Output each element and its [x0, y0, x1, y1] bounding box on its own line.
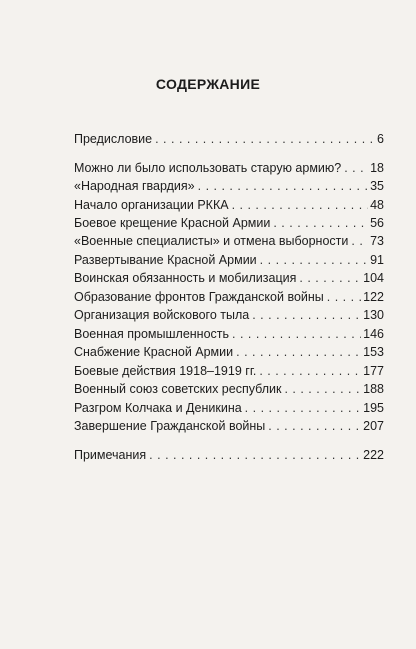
toc-entry [74, 306, 384, 324]
toc-entry-page: 207 [363, 419, 384, 433]
toc-leader-dots [299, 269, 361, 287]
toc-leader-dots [273, 214, 368, 232]
toc-entry-title: «Народная гвардия» [74, 179, 195, 193]
toc-entry [74, 325, 384, 343]
toc-entry [74, 343, 384, 361]
toc-entry-title: «Военные специалисты» и отмена выборности [74, 234, 349, 248]
page-title: СОДЕРЖАНИЕ [155, 76, 261, 92]
toc-leader-dots [260, 251, 368, 269]
toc-leader-dots [198, 177, 368, 195]
toc-leader-dots [259, 362, 361, 380]
toc-entry-notes [74, 446, 384, 464]
toc-leader-dots [232, 196, 369, 214]
toc-leader-dots [245, 399, 361, 417]
toc-entry [74, 251, 384, 269]
toc-entry [74, 288, 384, 306]
toc-leader-dots [236, 343, 361, 361]
toc-leader-dots [351, 232, 368, 250]
toc-leader-dots [252, 306, 361, 324]
toc-entry-page: 48 [370, 197, 384, 212]
toc-entry-page: 153 [363, 345, 384, 359]
toc-entry-title: Военный союз советских республик [74, 382, 282, 396]
toc-entry-page: 91 [370, 252, 384, 267]
toc-entry-page: 222 [363, 448, 384, 462]
toc-entry [74, 417, 384, 435]
toc-entry [74, 232, 384, 250]
toc-entry-title: Боевые действия 1918–1919 гг. [74, 363, 257, 378]
toc-entry-page: 177 [363, 363, 384, 378]
toc-entry-title: Снабжение Красной Армии [74, 345, 234, 359]
toc-entry-page: 146 [363, 326, 384, 341]
toc-entry-page: 188 [363, 382, 384, 396]
toc-leader-dots [327, 288, 361, 306]
toc-entry-title: Начало организации РККА [74, 197, 229, 212]
toc-entry [74, 380, 384, 398]
toc-entry-page: 122 [363, 289, 384, 304]
toc-entry-title: Боевое крещение Красной Армии [74, 216, 271, 230]
toc-entry-page: 195 [363, 400, 384, 415]
toc-entry-title: Военная промышленность [74, 326, 230, 341]
toc-entry-title: Завершение Гражданской войны [74, 419, 266, 433]
toc-entry-title: Предисловие [74, 132, 153, 146]
toc-entry [74, 196, 384, 214]
toc-entry [74, 159, 384, 177]
toc-entry-title: Организация войскового тыла [74, 308, 250, 322]
toc-entry [74, 362, 384, 380]
toc-entry-page: 18 [370, 161, 384, 175]
toc-leader-dots [344, 159, 368, 177]
toc-entry-title: Воинская обязанность и мобилизация [74, 271, 297, 285]
toc-leader-dots [149, 446, 361, 464]
toc-entry [74, 214, 384, 232]
toc-entry-page: 73 [370, 234, 384, 248]
show-through-text [230, 30, 233, 44]
toc-entry-title: Образование фронтов Гражданской войны [74, 289, 324, 304]
toc-entry-title: Можно ли было использовать старую армию? [74, 161, 342, 175]
toc-entry-preface [74, 130, 384, 148]
toc-entry-title: Примечания [74, 448, 147, 462]
toc-entry-page: 56 [370, 216, 384, 230]
toc-entry-page: 6 [377, 132, 384, 146]
toc-entry-page: 130 [363, 308, 384, 322]
toc-leader-dots [284, 380, 361, 398]
toc-entry-page: 104 [363, 271, 384, 285]
toc-entry [74, 269, 384, 287]
toc-entry-page: 35 [370, 179, 384, 193]
toc-entry [74, 399, 384, 417]
toc-entry [74, 177, 384, 195]
toc-leader-dots [155, 130, 375, 148]
toc-entry-title: Разгром Колчака и Деникина [74, 400, 242, 415]
toc-leader-dots [268, 417, 361, 435]
toc-entry-title: Развертывание Красной Армии [74, 252, 257, 267]
toc-leader-dots [232, 325, 361, 343]
